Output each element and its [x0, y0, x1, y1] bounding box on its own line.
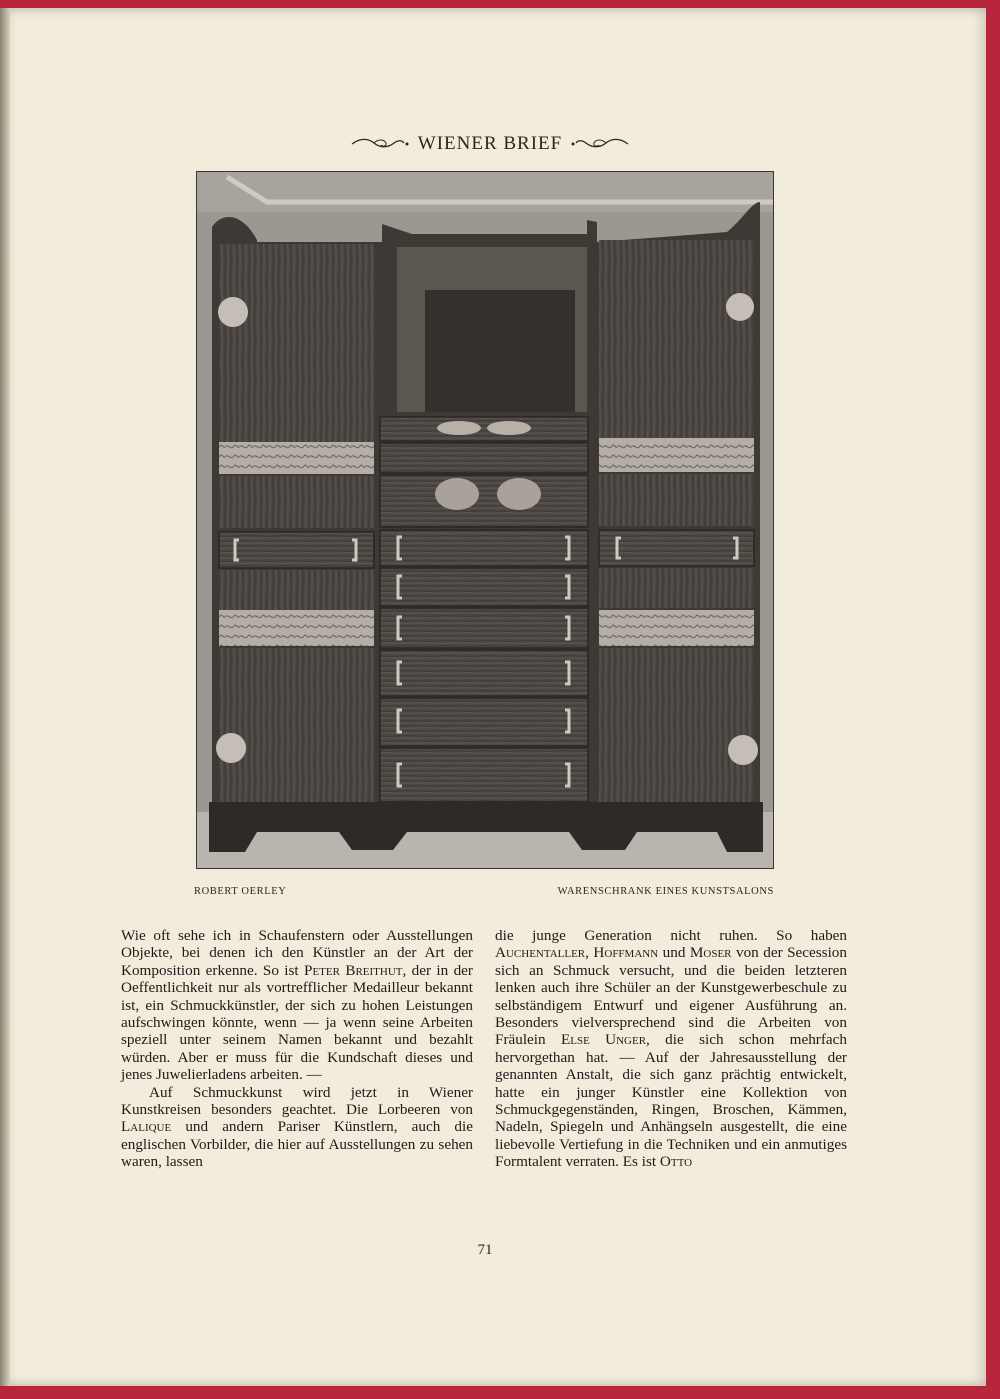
text-run: die junge Generation nicht ruhen. So haben	[495, 927, 847, 944]
text-column-left	[121, 927, 473, 1171]
cabinet-illustration	[197, 172, 773, 868]
text-run: ,	[585, 944, 594, 962]
person-name: Hoffmann	[593, 944, 659, 962]
book-page	[0, 8, 986, 1386]
person-name: Peter Breithut	[304, 961, 403, 979]
person-name: Moser	[689, 944, 732, 962]
person-name: Lalique	[121, 1118, 172, 1136]
page-number: 71	[477, 1242, 493, 1258]
text-run: und	[658, 944, 690, 962]
cabinet-photograph	[196, 171, 774, 869]
text-run: Auf Schmuckkunst wird jetzt in Wiener Kunstkreisen besonders geachtet. Die Lorbeeren von	[121, 1083, 473, 1119]
figure-caption-artist: ROBERT OERLEY	[194, 886, 287, 897]
text-column-right	[495, 927, 847, 1171]
text-run: , die sich schon mehrfach hervorgethan hat. — Auf der Jahresausstellung der genannten Anstalt, die sich ganz prächtig entwickelt, hatte ein junger Künstler eine Kollektion von Schmuckgegenständen, Ringen, Broschen, Kämmen, Nadeln, Spiegeln und Anhängseln ausgestellt, die eine liebevolle Vertiefung in die Techniken und ein anmutiges Formtalent verraten. Es ist	[495, 1031, 847, 1171]
paragraph	[121, 1084, 473, 1171]
text-run: von der Secession sich an Schmuck versucht, und die beiden letzteren lenken auch ihre Schüler an der Kunstgewerbeschule zu selbständigem Entwurf und eigener Ausführung an. Besonders vielversprechend sind die Arbeiten von Fräulein	[495, 944, 847, 1049]
text-run: , der in der Oeffentlichkeit nur als vortrefflicher Medailleur bekannt ist, ein Schmuckkünstler, der sich zu hohen Leistungen aufschwingen könnte, wenn — ja wenn seine Arbeiten speziell unter seinem Namen bekannt und bezahlt würden. Aber er muss für die Kundschaft dieses und jenes Juwelierladens arbeiten. —	[121, 961, 473, 1084]
text-run: Wie oft sehe ich in Schaufenstern oder Ausstellungen Objekte, bei denen ich den Künstler an der Art der Komposition erkenne. So ist	[121, 927, 473, 979]
figure-caption-title: WARENSCHRANK EINES KUNSTSALONS	[557, 886, 774, 897]
header-title: WIENER BRIEF	[417, 133, 563, 154]
person-name: Otto	[659, 1153, 693, 1171]
scroll-flourish-right-icon	[570, 134, 630, 154]
scroll-flourish-left-icon	[350, 134, 410, 154]
running-header	[340, 130, 640, 158]
paragraph	[121, 927, 473, 1084]
text-run: und andern Pariser Künstlern, auch die englischen Vorbilder, die hier auf Ausstellungen zu sehen waren, lassen	[121, 1118, 473, 1171]
page-gutter	[0, 8, 10, 1386]
person-name: Auchentaller	[495, 944, 586, 962]
person-name: Else Unger	[560, 1031, 647, 1049]
paragraph	[495, 927, 847, 1171]
